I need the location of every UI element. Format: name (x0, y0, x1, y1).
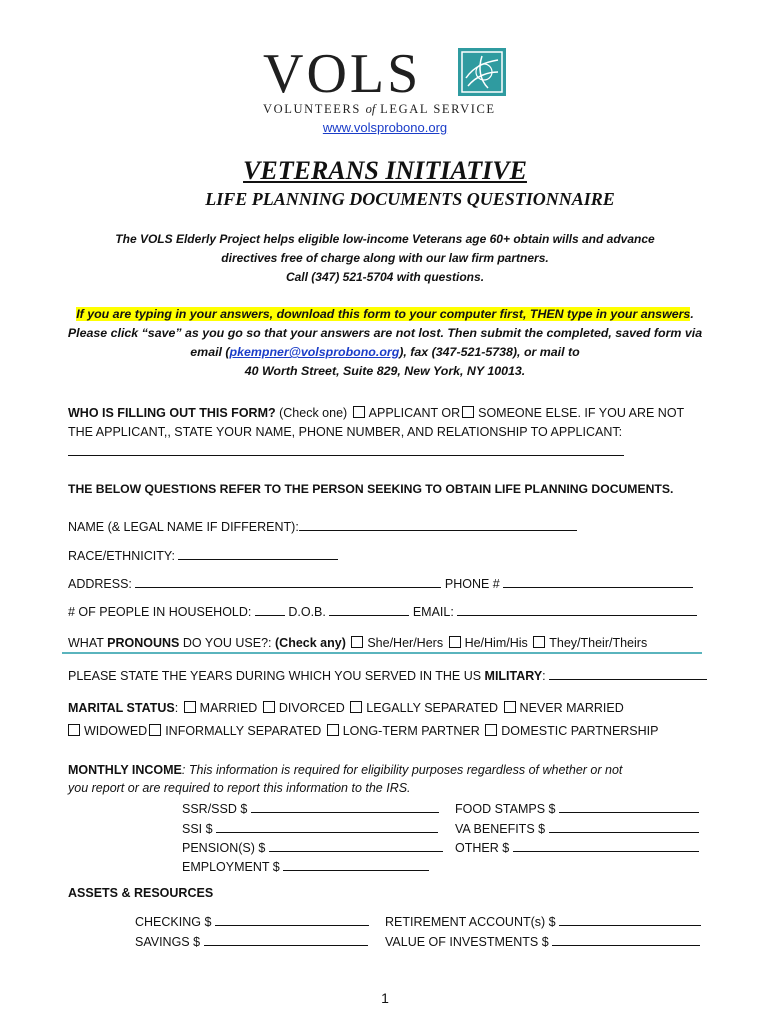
vols-logo-wordmark: VOLS (263, 43, 422, 105)
name-input[interactable] (299, 518, 577, 531)
phone-input[interactable] (503, 575, 693, 588)
marital-row-1: MARITAL STATUS: MARRIED DIVORCED LEGALLY SEPARATED NEVER MARRIED (68, 701, 624, 715)
va-benefits-row: VA BENEFITS $ (455, 820, 699, 838)
investments-row: VALUE OF INVESTMENTS $ (385, 933, 700, 951)
vols-logo-tagline: VOLUNTEERS of LEGAL SERVICE (263, 102, 496, 116)
typing-notice: If you are typing in your answers, download this form to your computer first, THEN type in your answers. Please click “save” as you go so that your answers are not lost. Then submit the completed, saved form via email (pkempner@volsprobono.org), fax (347-521-5738), or mail to 40 Worth Street, Suite 829, New York, NY 10013. (67, 307, 703, 378)
married-checkbox[interactable] (184, 701, 196, 713)
other-income-row: OTHER $ (455, 839, 699, 857)
employment-input[interactable] (283, 858, 429, 871)
widowed-checkbox[interactable] (68, 724, 80, 736)
income-note-2: you report or are required to report this information to the IRS. (68, 781, 411, 795)
who-filling-instruction: THE APPLICANT,, STATE YOUR NAME, PHONE NUMBER, AND RELATIONSHIP TO APPLICANT: (68, 425, 623, 439)
ssi-input[interactable] (216, 820, 438, 833)
race-input[interactable] (178, 547, 338, 560)
never-married-checkbox[interactable] (504, 701, 516, 713)
investments-input[interactable] (552, 933, 700, 946)
military-row: PLEASE STATE THE YEARS DURING WHICH YOU SERVED IN THE US MILITARY: (68, 667, 707, 685)
retirement-input[interactable] (559, 913, 701, 926)
pension-input[interactable] (269, 839, 443, 852)
he-him-checkbox[interactable] (449, 636, 461, 648)
other-income-input[interactable] (513, 839, 699, 852)
marital-row-2: WIDOWED INFORMALLY SEPARATED LONG-TERM PARTNER DOMESTIC PARTNERSHIP (66, 722, 658, 740)
divorced-checkbox[interactable] (263, 701, 275, 713)
name-row: NAME (& LEGAL NAME IF DIFFERENT): (68, 518, 577, 536)
she-her-checkbox[interactable] (351, 636, 363, 648)
ssi-row: SSI $ (182, 820, 438, 838)
pronouns-row: WHAT PRONOUNS DO YOU USE?: (Check any) She/Her/Hers He/Him/His They/Their/Theirs (68, 636, 648, 650)
food-stamps-row: FOOD STAMPS $ (455, 800, 699, 818)
checking-input[interactable] (215, 913, 369, 926)
someone-else-checkbox[interactable] (462, 406, 474, 418)
page-number: 1 (381, 990, 389, 1006)
checking-row: CHECKING $ (135, 913, 369, 931)
ssr-row: SSR/SSD $ (182, 800, 439, 818)
dob-input[interactable] (329, 603, 409, 616)
website-link[interactable]: www.volsprobono.org (322, 120, 448, 135)
section-divider (62, 652, 702, 654)
informally-separated-checkbox[interactable] (149, 724, 161, 736)
email-input[interactable] (457, 603, 697, 616)
income-note: MONTHLY INCOME: This information is required for eligibility purposes regardless of whether or not (68, 763, 623, 777)
retirement-row: RETIREMENT ACCOUNT(s) $ (385, 913, 701, 931)
intro-text: The VOLS Elderly Project helps eligible low-income Veterans age 60+ obtain wills and advance directives free of charge along with our law firm partners. Call (347) 521-5704 with questions. (115, 232, 655, 284)
household-input[interactable] (255, 603, 285, 616)
food-stamps-input[interactable] (559, 800, 699, 813)
employment-row: EMPLOYMENT $ (182, 858, 429, 876)
va-benefits-input[interactable] (549, 820, 699, 833)
filler-info-blank[interactable] (68, 455, 624, 456)
household-row: # OF PEOPLE IN HOUSEHOLD: D.O.B. EMAIL: (68, 603, 697, 621)
they-them-checkbox[interactable] (533, 636, 545, 648)
ssr-input[interactable] (251, 800, 439, 813)
domestic-partnership-checkbox[interactable] (485, 724, 497, 736)
military-years-input[interactable] (549, 667, 707, 680)
address-input[interactable] (135, 575, 441, 588)
who-filling-row: WHO IS FILLING OUT THIS FORM? (Check one) APPLICANT OR SOMEONE ELSE. IF YOU ARE NOT (68, 406, 685, 420)
savings-row: SAVINGS $ (135, 933, 368, 951)
page-subtitle: LIFE PLANNING DOCUMENTS QUESTIONNAIRE (205, 189, 615, 209)
address-row: ADDRESS: PHONE # (68, 575, 693, 593)
race-row: RACE/ETHNICITY: (68, 547, 338, 565)
email-link[interactable]: pkempner@volsprobono.org (229, 345, 400, 359)
applicant-checkbox[interactable] (353, 406, 365, 418)
vols-logo-emblem-icon (458, 48, 506, 96)
long-term-partner-checkbox[interactable] (327, 724, 339, 736)
assets-heading: ASSETS & RESOURCES (68, 886, 214, 900)
section-heading: THE BELOW QUESTIONS REFER TO THE PERSON SEEKING TO OBTAIN LIFE PLANNING DOCUMENTS. (68, 482, 674, 496)
savings-input[interactable] (204, 933, 368, 946)
page-title: VETERANS INITIATIVE (243, 156, 527, 185)
pension-row: PENSION(S) $ (182, 839, 443, 857)
legally-separated-checkbox[interactable] (350, 701, 362, 713)
